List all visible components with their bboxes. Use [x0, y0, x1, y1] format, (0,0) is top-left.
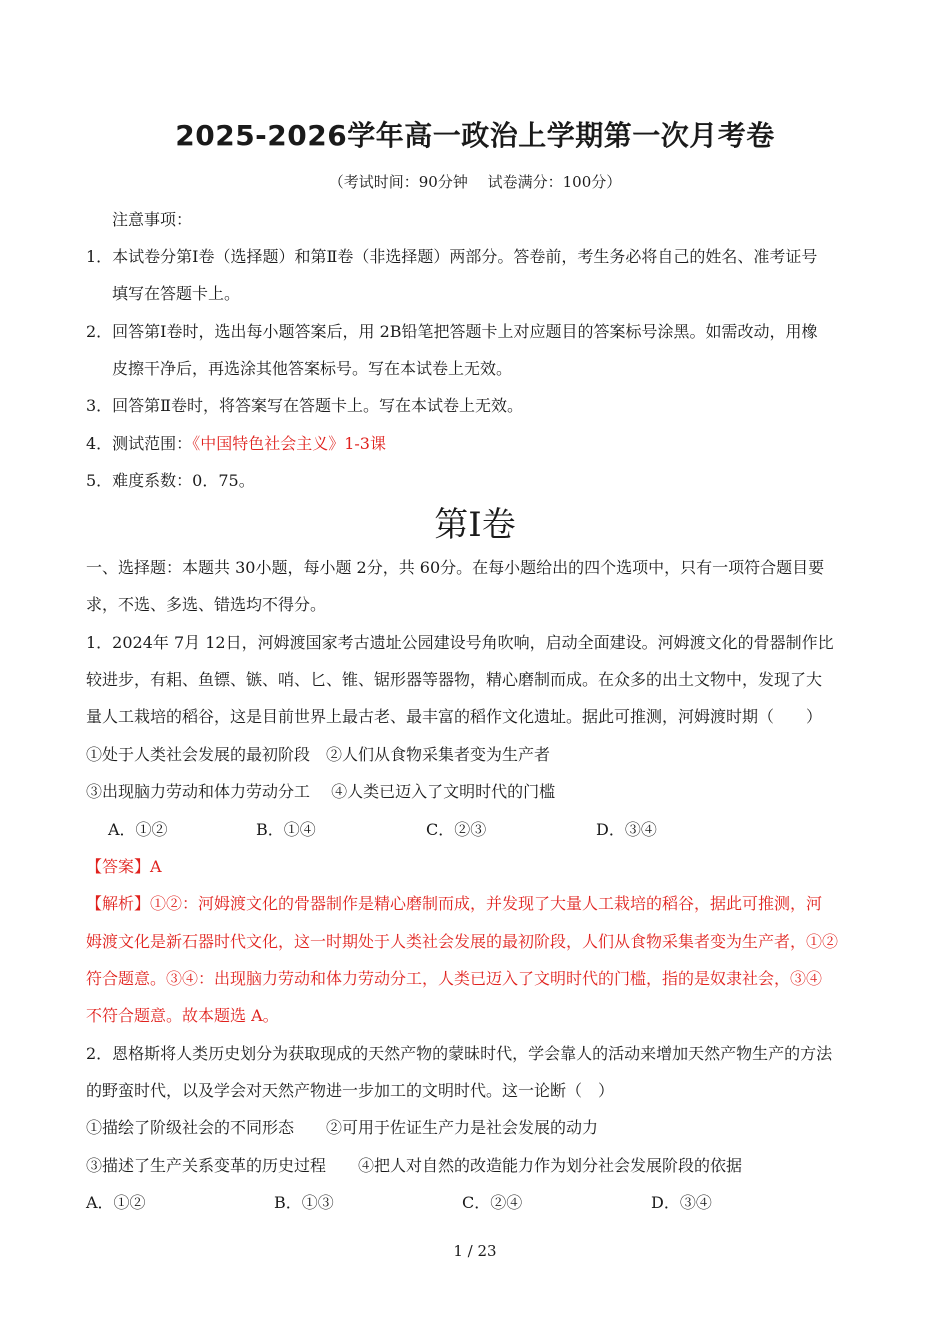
note-item-1-line-2: 填写在答题卡上。 [112, 284, 241, 303]
note-item-4-label: 4．测试范围： [86, 434, 193, 453]
q1-option-c: C．②③ [426, 820, 487, 839]
q2-option-a: A．①② [86, 1193, 146, 1212]
q1-analysis-line-3: 符合题意。③④：出现脑力劳动和体力劳动分工，人类已迈入了文明时代的门槛，指的是奴隶社会，③④ [86, 969, 823, 988]
note-item-4 [86, 431, 886, 457]
exam-title: 2025-2026学年高一政治上学期第一次月考卷 [175, 119, 775, 152]
q2-option-c: C．②④ [462, 1193, 523, 1212]
q2-statements-2: ③描述了生产关系变革的历史过程 ④把人对自然的改造能力作为划分社会发展阶段的依据 [86, 1156, 743, 1175]
q1-analysis-line-4: 不符合题意。故本题选 A。 [86, 1006, 279, 1025]
exam-subtitle: （考试时间：90分钟 试卷满分：100分） [328, 173, 622, 191]
q2-option-d: D．③④ [651, 1193, 712, 1212]
q1-statements-2: ③出现脑力劳动和体力劳动分工 ④人类已迈入了文明时代的门槛 [86, 782, 556, 801]
q2-option-b: B．①③ [274, 1193, 334, 1212]
q1-stem-line-3: 量人工栽培的稻谷，这是目前世界上最古老、最丰富的稻作文化遗址。据此可推测，河姆渡时期（ ） [86, 707, 823, 726]
q1-option-a: A．①② [108, 820, 168, 839]
section-title: 第Ⅰ卷 [434, 505, 516, 545]
note-item-1-line-1: 1．本试卷分第Ⅰ卷（选择题）和第Ⅱ卷（非选择题）两部分。答卷前，考生务必将自己的姓名、准考证号 [86, 247, 818, 266]
q2-stem-line-1: 2．恩格斯将人类历史划分为获取现成的天然产物的蒙昧时代，学会靠人的活动来增加天然产物生产的方法 [86, 1044, 833, 1063]
q1-analysis-line-2: 姆渡文化是新石器时代文化，这一时期处于人类社会发展的最初阶段，人们从食物采集者变为生产者，①② [86, 932, 839, 951]
q1-stem-line-2: 较进步，有耜、鱼镖、镞、哨、匕、锥、锯形器等器物，精心磨制而成。在众多的出土文物中，发现了大 [86, 670, 823, 689]
q1-stem-line-1: 1．2024年 7月 12日，河姆渡国家考古遗址公园建设号角吹响，启动全面建设。河姆渡文化的骨器制作比 [86, 633, 834, 652]
q1-option-b: B．①④ [256, 820, 316, 839]
test-scope: 《中国特色社会主义》1-3课 [192, 434, 386, 453]
notes-header: 注意事项： [112, 210, 193, 229]
note-item-2-line-2: 皮擦干净后，再选涂其他答案标号。写在本试卷上无效。 [112, 359, 513, 378]
q2-statements-1: ①描绘了阶级社会的不同形态 ②可用于佐证生产力是社会发展的动力 [86, 1118, 599, 1137]
note-item-5: 5．难度系数：0．75。 [86, 471, 255, 490]
note-item-2-line-1: 2．回答第Ⅰ卷时，选出每小题答案后，用 2B铅笔把答题卡上对应题目的答案标号涂黑。如需改动，用橡 [86, 322, 818, 341]
q1-answer: 【答案】A [86, 857, 162, 876]
q2-stem-line-2: 的野蛮时代，以及学会对天然产物进一步加工的文明时代。这一论断（ ） [86, 1081, 615, 1100]
page-number: 1 / 23 [453, 1242, 497, 1260]
instructions-line-1: 一、选择题：本题共 30小题，每小题 2分，共 60分。在每小题给出的四个选项中，只有一项符合题目要 [86, 558, 825, 577]
note-item-3: 3．回答第Ⅱ卷时，将答案写在答题卡上。写在本试卷上无效。 [86, 396, 524, 415]
instructions-line-2: 求，不选、多选、错选均不得分。 [86, 595, 327, 614]
q1-option-d: D．③④ [596, 820, 657, 839]
q1-analysis-line-1: 【解析】①②：河姆渡文化的骨器制作是精心磨制而成，并发现了大量人工栽培的稻谷，据此可推测，河 [86, 894, 823, 913]
q1-statements-1: ①处于人类社会发展的最初阶段 ②人们从食物采集者变为生产者 [86, 745, 551, 764]
